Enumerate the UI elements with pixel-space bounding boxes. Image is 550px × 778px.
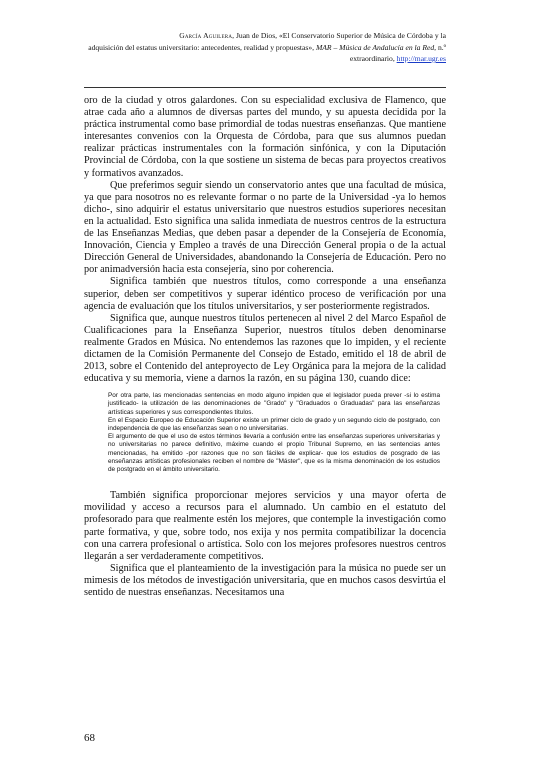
quote-paragraph: En el Espacio Europeo de Educación Superior existe un primer ciclo de grado y un segundo ciclo de postgrado, con independencia de que las enseñanzas sean o no universitarias. bbox=[108, 416, 440, 433]
paragraph: Significa que, aunque nuestros títulos pertenecen al nivel 2 del Marco Español de Cualificaciones para la Enseñanza Superior, nuestros títulos deben denominarse realmente Grados en Música. No entendemos las razones que lo impiden, y el reciente dictamen de la Comisión Permanente del Consejo de Estado, emitido el 18 de abril de 2013, sobre el Contenido del anteproyecto de Ley Orgánica para la mejora de la calidad educativa y su memoria, viene a darnos la razón, en su página 130, cuando dice: bbox=[84, 312, 446, 385]
header-issue: , n.º extraordinario, bbox=[349, 42, 446, 63]
paragraph: oro de la ciudad y otros galardones. Con su especialidad exclusiva de Flamenco, que atrae cada año a alumnos de diversas partes del mundo, y su apuesta decidida por la práctica instrumental como base primordial de todas nuestras enseñanzas. Que mantiene interesantes convenios con la Orquesta de Córdoba, para que sus alumnos puedan realizar prácticas instrumentales con la formación sinfónica, y con la Diputación Provincial de Córdoba, con la que sostiene un sistema de becas para proyectos creativos y formativos avanzados. bbox=[84, 95, 446, 179]
header-author: García Aguilera bbox=[179, 31, 233, 40]
header-url-link[interactable]: http://mar.ugr.es bbox=[396, 54, 446, 63]
paragraph: Que preferimos seguir siendo un conservatorio antes que una facultad de música, ya que para nosotros no es relevante formar o no parte de la Universidad -ya lo hemos dicho-, sino adquirir el estatus universitario que nuestros estudios superiores necesitan en la actualidad. Esto significa una salida inmediata de nuestros centros de la estructura de las Enseñanzas Medias, que deben pasar a depender de la Consejería de Economía, Innovación, Ciencia y Empleo a través de una Dirección General propia o de la actual Dirección General de Universidades, abandonando la Consejería de Educación. Pero no por animadversión hacia esta consejería, sino por coherencia. bbox=[84, 179, 446, 276]
paragraph: Significa también que nuestros títulos, como corresponde a una enseñanza superior, deben ser competitivos y superar idéntico proceso de verificación por una agencia de evaluación que los títulos universitarios, y ser posteriormente registrados. bbox=[84, 276, 446, 312]
header-rule bbox=[84, 87, 446, 88]
page-number: 68 bbox=[84, 732, 95, 744]
header-line-1 bbox=[84, 30, 446, 42]
header-title-end: adquisición del estatus universitario: antecedentes, realidad y propuestas», bbox=[88, 42, 316, 52]
block-quote bbox=[108, 392, 440, 474]
main-text bbox=[84, 95, 446, 599]
quote-paragraph: Por otra parte, las mencionadas sentencias en modo alguno impiden que el legislador pueda prever -si lo estima justificado- la utilización de las denominaciones de "Grado" y "Graduados o Graduadas" para las enseñanzas artísticas superiores y sus correspondientes títulos. bbox=[108, 392, 440, 416]
paragraph: Significa que el planteamiento de la investigación para la música no puede ser un mimesis de los métodos de investigación universitaria, que en muchos casos desvirtúa el sentido de nuestras enseñanzas. Necesitamos una bbox=[84, 562, 446, 599]
quote-paragraph: El argumento de que el uso de estos términos llevaría a confusión entre las enseñanzas superiores universitarias y no universitarias no parece definitivo, máxime cuando el propio Tribunal Supremo, en las sentencias antes mencionadas, ha emitido -por razones que no son fáciles de explicar- que los estudios de posgrado de las enseñanzas artísticas profesionales reciben el nombre de "Máster", que es la misma denominación de los estudios de postgrado en el ámbito universitario. bbox=[108, 433, 440, 474]
paragraph: También significa proporcionar mejores servicios y una mayor oferta de movilidad y acceso a recursos para el alumnado. Un cambio en el estatuto del profesorado para que realmente estén los mejores, que contemple la investigación como parte formativa, y que, sobre todo, nos exija y nos permita compatibilizar la docencia con una carrera profesional o artística. Solo con los mejores profesores nuestros centros llegarán a ser verdaderamente competitivos. bbox=[84, 490, 446, 562]
header-line-2 bbox=[84, 42, 446, 65]
running-header bbox=[84, 30, 446, 65]
header-title-start: , Juan de Dios, «El Conservatorio Superior de Música de Córdoba y la bbox=[232, 31, 446, 40]
header-journal: MAR – Música de Andalucía en la Red bbox=[315, 42, 435, 52]
